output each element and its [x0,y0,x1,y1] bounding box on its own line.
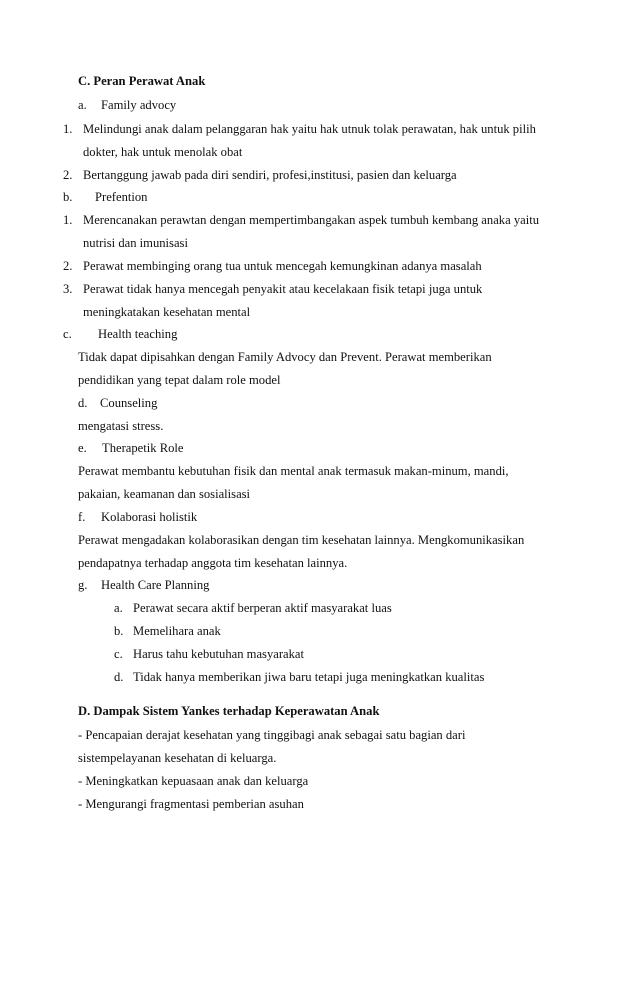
b-item-2-number: 2. [63,259,73,273]
section-d-paragraph-line1: - Pencapaian derajat kesehatan yang tinggibagi anak sebagai satu bagian dari [78,728,466,742]
section-d-bullet-1: - Meningkatkan kepuasaan anak dan keluarga [78,774,309,788]
g-item-c-text: Harus tahu kebutuhan masyarakat [133,647,305,661]
a-item-1-text: Melindungi anak dalam pelanggaran hak yaitu hak utnuk tolak perawatan, hak untuk pilih [83,122,536,136]
section-d-heading: D. Dampak Sistem Yankes terhadap Keperawatan Anak [78,704,380,718]
g-item-c-marker: c. [114,647,123,661]
subsection-c-title: Health teaching [98,327,178,341]
b-item-3-text: Perawat tidak hanya mencegah penyakit atau kecelakaan fisik tetapi juga untuk [83,282,483,296]
a-item-1-continuation: dokter, hak untuk menolak obat [83,145,243,159]
g-item-a-text: Perawat secara aktif berperan aktif masyarakat luas [133,601,392,615]
subsection-g-marker: g. [78,578,88,592]
a-item-2-text: Bertanggung jawab pada diri sendiri, profesi,institusi, pasien dan keluarga [83,168,457,182]
subsection-c-marker: c. [63,327,72,341]
b-item-1-continuation: nutrisi dan imunisasi [83,236,188,250]
b-item-3-continuation: meningkatakan kesehatan mental [83,305,251,319]
b-item-2-text: Perawat membinging orang tua untuk mencegah kemungkinan adanya masalah [83,259,482,273]
section-c-heading: C. Peran Perawat Anak [78,74,206,88]
subsection-f-paragraph-line2: pendapatnya terhadap anggota tim kesehatan lainnya. [78,556,348,570]
subsection-b-title: Prefention [95,190,148,204]
subsection-a-title: Family advocy [101,98,177,112]
b-item-3-number: 3. [63,282,73,296]
subsection-d-marker: d. [78,396,88,410]
subsection-a-marker: a. [78,98,87,112]
subsection-e-paragraph-line2: pakaian, keamanan dan sosialisasi [78,487,251,501]
subsection-d-paragraph: mengatasi stress. [78,419,164,433]
subsection-e-title: Therapetik Role [102,441,184,455]
section-d-bullet-2: - Mengurangi fragmentasi pemberian asuhan [78,797,304,811]
b-item-1-text: Merencanakan perawtan dengan mempertimbangakan aspek tumbuh kembang anaka yaitu [83,213,539,227]
subsection-b-marker: b. [63,190,73,204]
subsection-f-paragraph-line1: Perawat mengadakan kolaborasikan dengan tim kesehatan lainnya. Mengkomunikasikan [78,533,525,547]
g-item-d-text: Tidak hanya memberikan jiwa baru tetapi juga meningkatkan kualitas [133,670,485,684]
subsection-e-marker: e. [78,441,87,455]
b-item-1-number: 1. [63,213,73,227]
g-item-b-text: Memelihara anak [133,624,221,638]
g-item-d-marker: d. [114,670,124,684]
g-item-b-marker: b. [114,624,124,638]
a-item-2-number: 2. [63,168,73,182]
subsection-f-marker: f. [78,510,86,524]
subsection-g-title: Health Care Planning [101,578,210,592]
g-item-a-marker: a. [114,601,123,615]
subsection-c-paragraph-line2: pendidikan yang tepat dalam role model [78,373,281,387]
subsection-f-title: Kolaborasi holistik [101,510,198,524]
subsection-c-paragraph-line1: Tidak dapat dipisahkan dengan Family Advocy dan Prevent. Perawat memberikan [78,350,492,364]
a-item-1-number: 1. [63,122,73,136]
subsection-e-paragraph-line1: Perawat membantu kebutuhan fisik dan mental anak termasuk makan-minum, mandi, [78,464,509,478]
subsection-d-title: Counseling [100,396,158,410]
section-d-paragraph-line2: sistempelayanan kesehatan di keluarga. [78,751,277,765]
